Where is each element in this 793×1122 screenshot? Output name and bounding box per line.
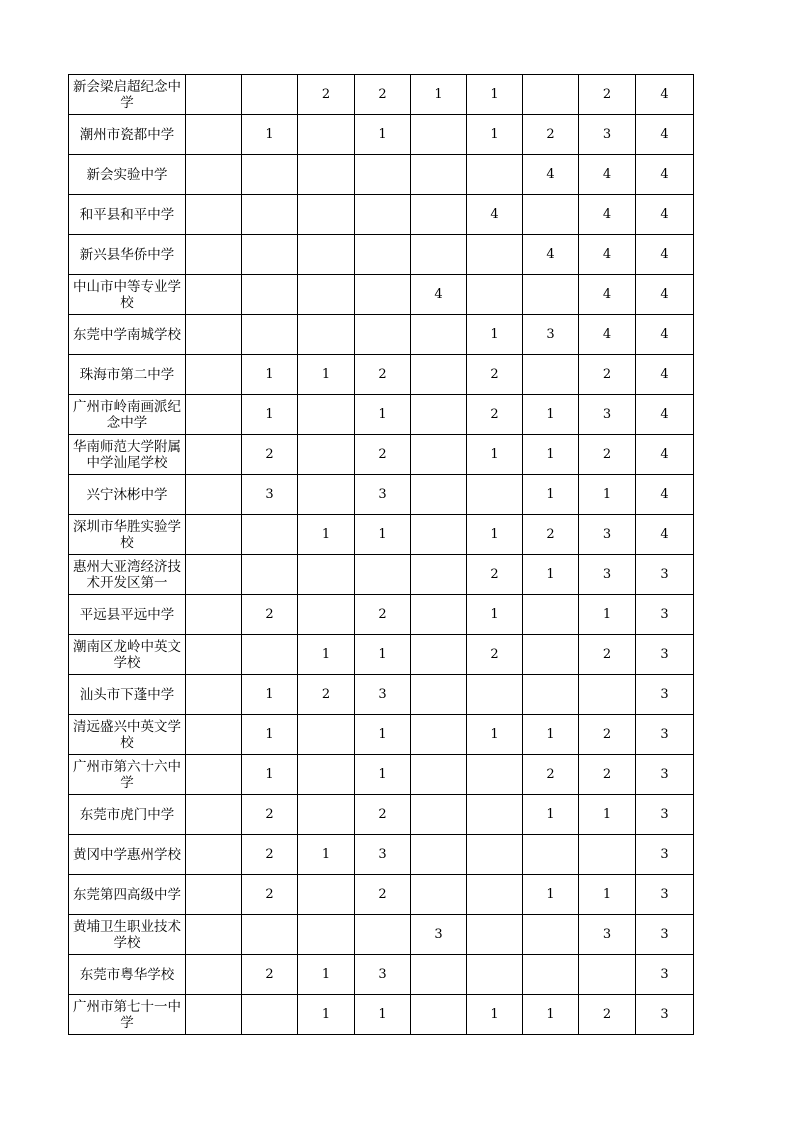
count-cell bbox=[186, 195, 242, 235]
count-cell bbox=[411, 755, 467, 795]
count-cell bbox=[186, 315, 242, 355]
count-cell bbox=[467, 475, 523, 515]
count-cell: 1 bbox=[242, 715, 298, 755]
count-cell: 3 bbox=[636, 595, 694, 635]
count-cell bbox=[242, 515, 298, 555]
count-cell: 2 bbox=[579, 75, 636, 115]
count-cell bbox=[298, 155, 355, 195]
count-cell: 1 bbox=[523, 715, 579, 755]
school-name-cell: 黄埔卫生职业技术学校 bbox=[69, 915, 186, 955]
count-cell: 1 bbox=[523, 475, 579, 515]
count-cell: 3 bbox=[636, 675, 694, 715]
count-cell bbox=[186, 555, 242, 595]
school-name-cell: 惠州大亚湾经济技术开发区第一 bbox=[69, 555, 186, 595]
count-cell bbox=[186, 155, 242, 195]
count-cell bbox=[186, 275, 242, 315]
count-cell bbox=[186, 75, 242, 115]
count-cell: 1 bbox=[242, 675, 298, 715]
count-cell: 4 bbox=[523, 235, 579, 275]
count-cell: 1 bbox=[355, 715, 411, 755]
count-cell: 2 bbox=[298, 675, 355, 715]
school-name-cell: 和平县和平中学 bbox=[69, 195, 186, 235]
count-cell: 1 bbox=[298, 635, 355, 675]
count-cell bbox=[523, 955, 579, 995]
count-cell bbox=[523, 675, 579, 715]
count-cell: 1 bbox=[467, 435, 523, 475]
table-row bbox=[69, 995, 694, 1035]
count-cell: 2 bbox=[579, 435, 636, 475]
count-cell: 2 bbox=[242, 955, 298, 995]
table-row bbox=[69, 595, 694, 635]
count-cell: 1 bbox=[242, 355, 298, 395]
table-row bbox=[69, 115, 694, 155]
table-row bbox=[69, 675, 694, 715]
school-name-cell: 新会实验中学 bbox=[69, 155, 186, 195]
count-cell: 3 bbox=[355, 475, 411, 515]
count-cell: 4 bbox=[636, 475, 694, 515]
count-cell bbox=[411, 835, 467, 875]
count-cell bbox=[411, 115, 467, 155]
count-cell: 2 bbox=[355, 875, 411, 915]
count-cell bbox=[298, 435, 355, 475]
count-cell bbox=[467, 955, 523, 995]
count-cell bbox=[411, 515, 467, 555]
count-cell: 2 bbox=[579, 755, 636, 795]
count-cell: 3 bbox=[636, 835, 694, 875]
count-cell bbox=[355, 915, 411, 955]
count-cell: 3 bbox=[579, 915, 636, 955]
count-cell bbox=[242, 635, 298, 675]
count-cell: 2 bbox=[298, 75, 355, 115]
count-cell bbox=[242, 915, 298, 955]
count-cell bbox=[467, 835, 523, 875]
count-cell: 4 bbox=[636, 115, 694, 155]
table-body bbox=[69, 75, 694, 1035]
table-row bbox=[69, 75, 694, 115]
count-cell: 3 bbox=[636, 955, 694, 995]
table-row bbox=[69, 555, 694, 595]
count-cell: 3 bbox=[636, 915, 694, 955]
count-cell bbox=[467, 675, 523, 715]
count-cell bbox=[355, 555, 411, 595]
count-cell: 2 bbox=[579, 715, 636, 755]
count-cell bbox=[355, 315, 411, 355]
count-cell bbox=[523, 195, 579, 235]
count-cell bbox=[523, 835, 579, 875]
count-cell: 1 bbox=[579, 875, 636, 915]
count-cell bbox=[186, 915, 242, 955]
school-name-cell: 广州市岭南画派纪念中学 bbox=[69, 395, 186, 435]
count-cell: 4 bbox=[636, 75, 694, 115]
count-cell: 1 bbox=[355, 515, 411, 555]
table-row bbox=[69, 755, 694, 795]
count-cell bbox=[355, 275, 411, 315]
count-cell: 4 bbox=[523, 155, 579, 195]
count-cell bbox=[411, 595, 467, 635]
table-row bbox=[69, 915, 694, 955]
count-cell: 4 bbox=[636, 395, 694, 435]
count-cell: 1 bbox=[467, 595, 523, 635]
school-name-cell: 华南师范大学附属中学汕尾学校 bbox=[69, 435, 186, 475]
table-row bbox=[69, 395, 694, 435]
count-cell bbox=[186, 875, 242, 915]
count-cell bbox=[298, 595, 355, 635]
count-cell: 4 bbox=[636, 515, 694, 555]
count-cell bbox=[411, 355, 467, 395]
count-cell bbox=[298, 915, 355, 955]
count-cell bbox=[186, 715, 242, 755]
count-cell: 3 bbox=[355, 675, 411, 715]
count-cell: 1 bbox=[467, 715, 523, 755]
count-cell: 3 bbox=[636, 635, 694, 675]
count-cell bbox=[186, 955, 242, 995]
count-cell: 2 bbox=[523, 515, 579, 555]
count-cell bbox=[523, 75, 579, 115]
count-cell: 1 bbox=[523, 875, 579, 915]
count-cell: 4 bbox=[636, 195, 694, 235]
count-cell bbox=[298, 475, 355, 515]
count-cell bbox=[467, 235, 523, 275]
count-cell: 1 bbox=[523, 435, 579, 475]
table-row bbox=[69, 475, 694, 515]
count-cell bbox=[186, 795, 242, 835]
count-cell: 1 bbox=[467, 515, 523, 555]
count-cell bbox=[467, 275, 523, 315]
count-cell: 3 bbox=[636, 795, 694, 835]
count-cell: 1 bbox=[242, 395, 298, 435]
count-cell: 2 bbox=[242, 835, 298, 875]
count-cell bbox=[411, 875, 467, 915]
table-row bbox=[69, 955, 694, 995]
table-row bbox=[69, 635, 694, 675]
count-cell: 4 bbox=[467, 195, 523, 235]
table-row bbox=[69, 315, 694, 355]
table-row bbox=[69, 275, 694, 315]
school-name-cell: 东莞第四高级中学 bbox=[69, 875, 186, 915]
count-cell bbox=[523, 355, 579, 395]
count-cell: 4 bbox=[579, 235, 636, 275]
school-name-cell: 东莞市粤华学校 bbox=[69, 955, 186, 995]
count-cell bbox=[186, 475, 242, 515]
count-cell: 1 bbox=[355, 635, 411, 675]
count-cell: 1 bbox=[298, 835, 355, 875]
count-cell: 4 bbox=[636, 315, 694, 355]
count-cell bbox=[411, 235, 467, 275]
count-cell bbox=[186, 235, 242, 275]
count-cell: 4 bbox=[636, 275, 694, 315]
count-cell bbox=[467, 795, 523, 835]
count-cell bbox=[355, 235, 411, 275]
count-cell: 2 bbox=[523, 755, 579, 795]
count-cell bbox=[411, 715, 467, 755]
count-cell bbox=[242, 995, 298, 1035]
count-cell: 1 bbox=[355, 755, 411, 795]
count-cell: 1 bbox=[523, 395, 579, 435]
count-cell: 1 bbox=[579, 595, 636, 635]
school-name-cell: 中山市中等专业学校 bbox=[69, 275, 186, 315]
count-cell bbox=[523, 595, 579, 635]
table-row bbox=[69, 195, 694, 235]
school-name-cell: 东莞市虎门中学 bbox=[69, 795, 186, 835]
count-cell bbox=[523, 915, 579, 955]
count-cell: 1 bbox=[467, 995, 523, 1035]
count-cell: 2 bbox=[355, 435, 411, 475]
count-cell: 4 bbox=[579, 195, 636, 235]
table-row bbox=[69, 235, 694, 275]
count-cell: 3 bbox=[411, 915, 467, 955]
count-cell bbox=[298, 395, 355, 435]
count-cell bbox=[411, 675, 467, 715]
school-name-cell: 黄冈中学惠州学校 bbox=[69, 835, 186, 875]
count-cell: 3 bbox=[242, 475, 298, 515]
count-cell: 1 bbox=[355, 395, 411, 435]
count-cell bbox=[298, 115, 355, 155]
count-cell bbox=[242, 555, 298, 595]
count-cell bbox=[355, 155, 411, 195]
school-name-cell: 平远县平远中学 bbox=[69, 595, 186, 635]
count-cell: 2 bbox=[467, 635, 523, 675]
count-cell: 3 bbox=[579, 395, 636, 435]
count-cell: 2 bbox=[355, 355, 411, 395]
count-cell: 1 bbox=[467, 75, 523, 115]
count-cell: 4 bbox=[579, 315, 636, 355]
count-cell bbox=[186, 595, 242, 635]
count-cell bbox=[242, 155, 298, 195]
count-cell: 1 bbox=[298, 355, 355, 395]
count-cell: 3 bbox=[636, 715, 694, 755]
count-cell bbox=[186, 355, 242, 395]
count-cell: 3 bbox=[579, 115, 636, 155]
count-cell bbox=[186, 395, 242, 435]
count-cell bbox=[298, 555, 355, 595]
count-cell: 1 bbox=[467, 315, 523, 355]
count-cell: 1 bbox=[298, 955, 355, 995]
count-cell bbox=[298, 315, 355, 355]
table-row bbox=[69, 355, 694, 395]
count-cell bbox=[186, 515, 242, 555]
count-cell bbox=[186, 435, 242, 475]
count-cell bbox=[298, 715, 355, 755]
count-cell: 1 bbox=[579, 795, 636, 835]
table-row bbox=[69, 155, 694, 195]
count-cell bbox=[186, 755, 242, 795]
count-cell: 2 bbox=[242, 595, 298, 635]
count-cell: 1 bbox=[523, 555, 579, 595]
count-cell bbox=[579, 835, 636, 875]
count-cell bbox=[467, 155, 523, 195]
count-cell: 4 bbox=[579, 155, 636, 195]
count-cell bbox=[186, 635, 242, 675]
count-cell: 4 bbox=[636, 355, 694, 395]
count-cell: 1 bbox=[523, 995, 579, 1035]
count-cell: 2 bbox=[355, 595, 411, 635]
count-cell: 2 bbox=[579, 355, 636, 395]
count-cell bbox=[411, 955, 467, 995]
count-cell: 3 bbox=[355, 955, 411, 995]
count-cell: 1 bbox=[242, 755, 298, 795]
table-row bbox=[69, 515, 694, 555]
table-row bbox=[69, 435, 694, 475]
school-name-cell: 潮南区龙岭中英文学校 bbox=[69, 635, 186, 675]
count-cell: 2 bbox=[467, 355, 523, 395]
count-cell bbox=[467, 875, 523, 915]
count-cell: 3 bbox=[636, 755, 694, 795]
count-cell: 2 bbox=[467, 555, 523, 595]
count-cell bbox=[242, 195, 298, 235]
count-cell bbox=[411, 395, 467, 435]
count-cell bbox=[242, 315, 298, 355]
count-cell: 1 bbox=[579, 475, 636, 515]
count-cell bbox=[411, 195, 467, 235]
count-cell bbox=[411, 795, 467, 835]
count-cell: 3 bbox=[579, 555, 636, 595]
count-cell bbox=[411, 315, 467, 355]
count-cell: 4 bbox=[636, 155, 694, 195]
school-name-cell: 新兴县华侨中学 bbox=[69, 235, 186, 275]
count-cell bbox=[579, 955, 636, 995]
count-cell bbox=[411, 475, 467, 515]
count-cell bbox=[411, 555, 467, 595]
school-name-cell: 广州市第六十六中学 bbox=[69, 755, 186, 795]
table-row bbox=[69, 875, 694, 915]
count-cell: 2 bbox=[355, 75, 411, 115]
count-cell: 2 bbox=[523, 115, 579, 155]
count-cell bbox=[186, 115, 242, 155]
count-cell: 4 bbox=[579, 275, 636, 315]
count-cell bbox=[298, 195, 355, 235]
school-name-cell: 汕头市下蓬中学 bbox=[69, 675, 186, 715]
count-cell bbox=[298, 235, 355, 275]
count-cell bbox=[523, 275, 579, 315]
count-cell: 2 bbox=[242, 795, 298, 835]
table-row bbox=[69, 795, 694, 835]
count-cell: 2 bbox=[579, 635, 636, 675]
count-cell bbox=[186, 835, 242, 875]
data-table bbox=[68, 74, 694, 1035]
table-row bbox=[69, 835, 694, 875]
school-name-cell: 清远盛兴中英文学校 bbox=[69, 715, 186, 755]
count-cell: 1 bbox=[298, 995, 355, 1035]
count-cell: 1 bbox=[355, 115, 411, 155]
count-cell bbox=[298, 755, 355, 795]
count-cell bbox=[467, 755, 523, 795]
school-name-cell: 珠海市第二中学 bbox=[69, 355, 186, 395]
count-cell: 1 bbox=[355, 995, 411, 1035]
count-cell bbox=[298, 275, 355, 315]
school-name-cell: 新会梁启超纪念中学 bbox=[69, 75, 186, 115]
count-cell: 3 bbox=[636, 875, 694, 915]
count-cell bbox=[355, 195, 411, 235]
count-cell: 4 bbox=[636, 235, 694, 275]
count-cell: 3 bbox=[579, 515, 636, 555]
count-cell bbox=[411, 435, 467, 475]
school-name-cell: 潮州市瓷都中学 bbox=[69, 115, 186, 155]
count-cell bbox=[467, 915, 523, 955]
count-cell: 1 bbox=[242, 115, 298, 155]
count-cell bbox=[242, 75, 298, 115]
count-cell bbox=[411, 635, 467, 675]
count-cell bbox=[186, 675, 242, 715]
count-cell: 4 bbox=[411, 275, 467, 315]
count-cell bbox=[523, 635, 579, 675]
count-cell: 3 bbox=[636, 995, 694, 1035]
count-cell bbox=[411, 995, 467, 1035]
school-name-cell: 兴宁沐彬中学 bbox=[69, 475, 186, 515]
count-cell: 3 bbox=[523, 315, 579, 355]
count-cell bbox=[411, 155, 467, 195]
count-cell bbox=[298, 795, 355, 835]
count-cell: 1 bbox=[467, 115, 523, 155]
count-cell: 2 bbox=[579, 995, 636, 1035]
school-name-cell: 广州市第七十一中学 bbox=[69, 995, 186, 1035]
count-cell: 3 bbox=[636, 555, 694, 595]
count-cell: 2 bbox=[355, 795, 411, 835]
count-cell: 1 bbox=[523, 795, 579, 835]
count-cell bbox=[242, 235, 298, 275]
count-cell: 1 bbox=[298, 515, 355, 555]
count-cell: 4 bbox=[636, 435, 694, 475]
count-cell: 2 bbox=[242, 875, 298, 915]
school-name-cell: 深圳市华胜实验学校 bbox=[69, 515, 186, 555]
school-name-cell: 东莞中学南城学校 bbox=[69, 315, 186, 355]
count-cell: 2 bbox=[467, 395, 523, 435]
count-cell bbox=[186, 995, 242, 1035]
count-cell bbox=[579, 675, 636, 715]
table-row bbox=[69, 715, 694, 755]
count-cell: 3 bbox=[355, 835, 411, 875]
count-cell: 1 bbox=[411, 75, 467, 115]
count-cell bbox=[242, 275, 298, 315]
count-cell: 2 bbox=[242, 435, 298, 475]
count-cell bbox=[298, 875, 355, 915]
